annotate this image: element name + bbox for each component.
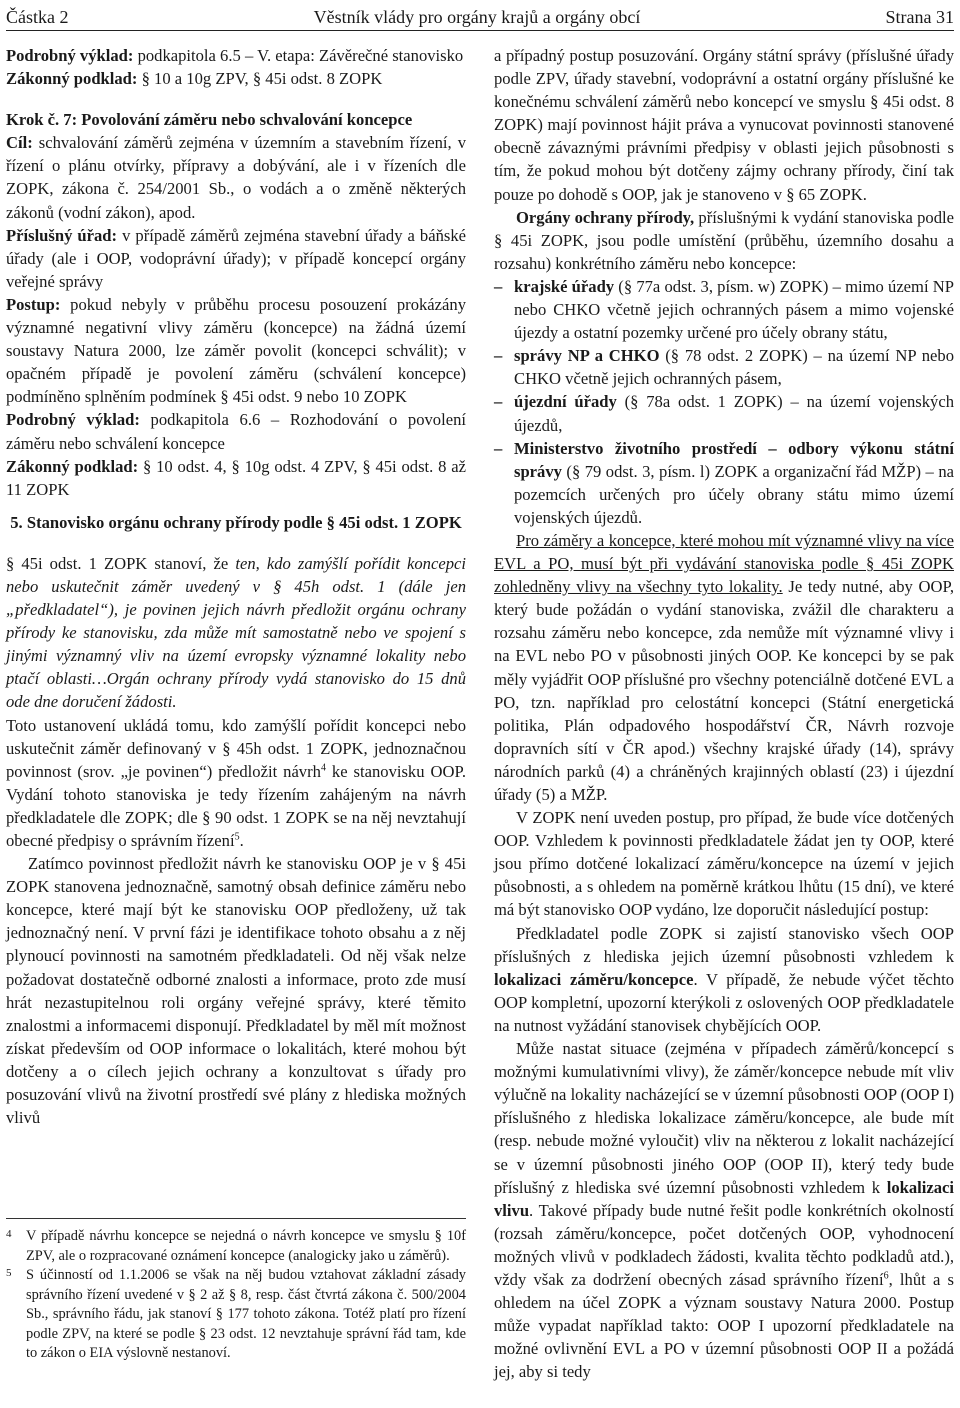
footnotes [6, 1218, 466, 1364]
issue-number: Částka 2 [6, 6, 69, 27]
right-column [494, 44, 954, 1383]
step-procedure: Postup: pokud nebyly v průběhu procesu posouzení prokázány významné negativní vlivy záměru (koncepce) na žádná území soustavy Natura 2000, lze záměr povolit (koncepci schválit); v opačném případě je povolení záměru (schválení koncepce) podmíněno splněním podmínek § 45i odst. 9 nebo 10 ZOPK [6, 294, 466, 407]
paragraph-r1: a případný postup posuzování. Orgány státní správy (příslušné úřady podle ZPV, úřady stavební, vodoprávní a ostatní orgány příslušné ke konečnému schválení záměrů nebo koncepcí ve smyslu § 45i odst. 8 ZOPK) mají povinnost hájit práva a vynucovat povinnosti stanovené obecně závaznými právními předpisy v oblasti jejich působnosti s tím, že pokud mohou být dotčeny zájmy ochrany přírody, činí tak pouze po dohodě s OOP, jak je stanoveno v § 65 ZOPK. [494, 46, 954, 204]
step-law: Zákonný podklad: § 10 odst. 4, § 10g odst. 4 ZPV, § 45i odst. 8 až 11 ZOPK [6, 456, 467, 499]
detail-ref: Podrobný výklad: podkapitola 6.5 – V. etapa: Závěrečné stanovisko [6, 46, 464, 65]
page-header [6, 4, 954, 31]
paragraph-r4: V ZOPK není uveden postup, pro případ, že bude více dotčených OOP. Vzhledem k povinnosti předkladatele žádat jen ty OOP, které jsou přímo dotčené lokalizací záměru/koncepce na území v jejich působnosti, a s ohledem na poměrně krátkou lhůtu (15 dní), ve které má být stanovisko OOP vydáno, lze doporučit následující postup: [494, 808, 954, 920]
law-ref: Zákonný podklad: § 10 a 10g ZPV, § 45i odst. 8 ZOPK [6, 69, 383, 89]
paragraph-r6: Může nastat situace (zejména v případech záměrů/koncepcí s možnými kumulativními vlivy), že záměr/koncepce nebude mít vliv výlučně na lokality nacházející se v územní působnosti OOP (OOP I) příslušného z hlediska lokalizace záměru/koncepce, ale bude mít (resp. nebude možné vyloučit) vliv na některou z lokalit nacházející se v územní působnosti jiného OOP (OOP II), který tedy bude příslušný z hlediska své územní působnosti vzhledem k lokalizaci vlivu. Takové případy bude nutné řešit podle konkrétních okolností (rozsah záměru/koncepce, počet dotčených OOP, vyhodnocení možných vlivů v podkladech žádosti, kvalita těchto podkladů atd.), vždy však za dodržení obecných zásad správního řízení$^6$, lhůt a s ohledem na účel ZOPK a význam soustavy Natura 2000. Postup může vypadat například takto: OOP I upozorní předkladatele na možné ovlivnění EVL a PO v územní působnosti OOP II a požádá jej, aby si tedy [494, 1039, 954, 1382]
section-heading: 5. Stanovisko orgánu ochrany přírody podle § 45i odst. 1 ZOPK [10, 512, 462, 532]
list-item: – správy NP a CHKO (§ 78 odst. 2 ZOPK) – na území NP nebo CHKO včetně jejich ochranných pásem, [494, 346, 954, 389]
page-number: Strana 31 [885, 6, 954, 27]
left-column [6, 44, 466, 1129]
paragraph-r2: Orgány ochrany přírody, příslušnými k vydání stanoviska podle § 45i ZOPK, jsou podle umístění (průběhu, územního dosahu a rozsahu) konkrétního záměru nebo koncepce: [494, 207, 954, 273]
paragraph-r3: Pro záměry a koncepce, které mohou mít významné vlivy na více EVL a PO, musí být při vydávání stanoviska podle § 45i ZOPK zohledněny vlivy na všechny tyto lokality. Je tedy nutné, aby OOP, který bude požádán o vydání stanoviska, zvážil dle charakteru a rozsahu záměru nebo koncepce, zda nemůže mít významné vlivy i na EVL nebo PO v působnosti jiných OOP. Ke koncepci by se pak měly vyjádřit OOP příslušné pro všechny potenciálně dotčené EVL a PO, tzn. například pro celostátní koncepci (Státní energetická politika, Plán odpadového hospodářství ČR, Návrh rozvoje dopravních sítí v ČR apod.) všechny krajské úřady (14), správy národních parků (4) a chráněných krajinných oblastí (23) i újezdní úřady (5) a MŽP. [494, 530, 954, 804]
list-item: – újezdní úřady (§ 78a odst. 1 ZOPK) – na území vojenských újezdů, [494, 392, 954, 435]
list-item: – Ministerstvo životního prostředí – odbory výkonu státní správy (§ 79 odst. 3, písm. l) ZOPK a organizační řád MŽP) – na pozemcích určených pro účely obrany státu mimo území vojenských újezdů. [494, 438, 954, 527]
step-detail: Podrobný výklad: podkapitola 6.6 – Rozhodování o povolení záměru nebo schválení koncepce [6, 410, 466, 453]
footnote: 4 V případě návrhu koncepce se nejedná o návrh koncepce ve smyslu § 10f ZPV, ale o rozpracované oznámení koncepce (analogicky jako u záměrů). [6, 1228, 466, 1264]
step-office: Příslušný úřad: v případě záměrů zejména stavební úřady a báňské úřady (ale i OOP, vodoprávní úřady); v případě koncepcí orgány veřejné správy [6, 225, 466, 291]
step-title: Krok č. 7: Povolování záměru nebo schvalování koncepce [6, 110, 413, 130]
paragraph-2: Toto ustanovení ukládá tomu, kdo zamýšlí pořídit koncepci nebo uskutečnit záměr definovaný v § 45h odst. 1 ZOPK, jednoznačnou povinnost (srov. „je povinen“) předložit návrh$^4$ ke stanovisku OOP. Vydání tohoto stanoviska je tedy řízením zahájeným na návrh předkladatele dle ZOPK; dle § 90 odst. 1 ZOPK se na něj nevztahují obecné předpisy o správním řízení$^5$. [6, 715, 466, 850]
paragraph-r5: Předkladatel podle ZOPK si zajistí stanovisko všech OOP příslušných z hlediska jejich územní působnosti vzhledem k lokalizaci záměru/koncepce. V případě, že nebude výčet těchto OOP kompletní, upozorní kterýkoli z oslovených OOP předkladatele na nutnost vyžádání stanovisek chybějících OOP. [494, 923, 954, 1035]
paragraph-1: § 45i odst. 1 ZOPK stanoví, že ten, kdo zamýšlí pořídit koncepci nebo uskutečnit záměr uvedený v § 45h odst. 1 (dále jen „předkladatel“), je povinen jejich návrh předložit orgánu ochrany přírody ke stanovisku, zda může mít samostatně nebo ve spojení s jinými významný vliv na území evropsky významné lokality nebo ptačí oblasti…Orgán ochrany přírody vydá stanovisko do 15 dnů ode dne doručení žádosti. [6, 553, 466, 712]
step-goal: Cíl: schvalování záměrů zejména v územním a stavebním řízení, v řízení o plánu otvírky, přípravy a dobývání, ale i v řízeních dle ZOPK, zákona č. 254/2001 Sb., o vodách a o změně některých zákonů (vodní zákon), apod. [6, 133, 466, 222]
journal-title: Věstník vlády pro orgány krajů a orgány obcí [313, 6, 641, 27]
paragraph-3: Zatímco povinnost předložit návrh ke stanovisku OOP je v § 45i ZOPK stanovena jednoznačně, samotný obsah definice záměru nebo koncepce, které mají být ke stanovisku OOP předloženy, už tak jednoznačný není. V první fázi je identifikace tohoto obsahu a z něj plynoucí povinnosti na samotném předkladateli. Od něj však nelze požadovat dostatečně odborné znalosti a informace, proto zde musí hrát nezastupitelnou roli orgány veřejné správy, které těmito znalostmi a informacemi disponují. Předkladatel by měl mít možnost získat především od OOP informace o lokalitách, které mohou být dotčeny a o cílech jejich ochrany a konzultovat s úřady pro posuzování vlivů na životní prostředí své plány z hlediska možných vlivů [6, 854, 466, 1128]
list-item: – krajské úřady (§ 77a odst. 3, písm. w) ZOPK) – mimo území NP nebo CHKO včetně jejich ochranných pásem a mimo vojenské újezdy a ostatní pozemky určené pro účely obrany státu, [494, 276, 954, 343]
footnote: 5 S účinností od 1.1.2006 se však na něj budou vztahovat základní zásady správního řízení uvedené v § 2 až § 8, resp. část čtvrtá zákona č. 500/2004 Sb., správního řádu, jak stanoví § 177 tohoto zákona. Totéž platí pro řízení podle ZPV, na které se podle § 23 odst. 12 nevztahuje správní řád tam, kde to zákon o EIA výslovně nestanoví. [6, 1267, 466, 1361]
